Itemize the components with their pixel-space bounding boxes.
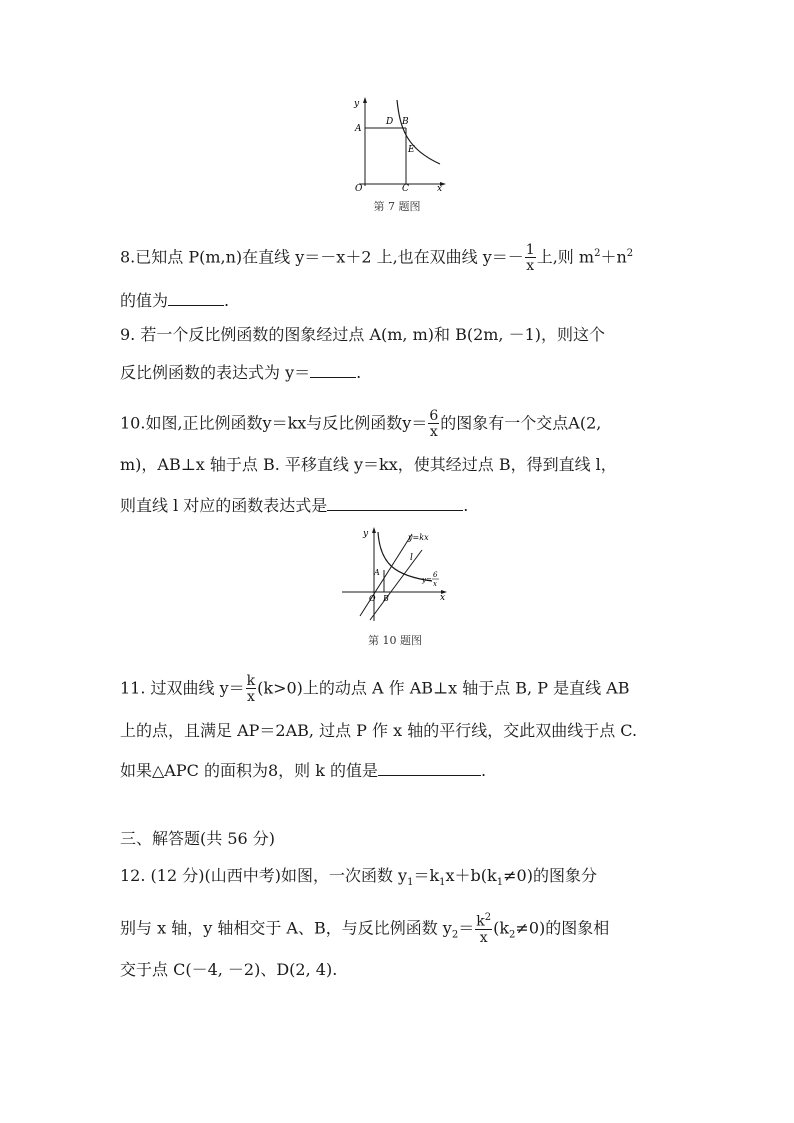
label-A: A	[355, 124, 362, 134]
figure-7-graph	[345, 94, 455, 194]
label-den-x: x	[433, 580, 437, 588]
fraction-k-over-x: $\frac{k}{x}$	[246, 673, 256, 705]
fraction-6-over-x: $\frac{6}{x}$	[429, 408, 439, 440]
question-8-line-1: 8.已知点 P(m,n)在直线 y＝－x＋2 上,也在双曲线 y＝－ $\frac{1}{x}$ 上,则 $m^2+n^2$	[120, 242, 634, 274]
answer-blank-q9[interactable]	[310, 361, 356, 378]
question-10-line-1: 10.如图,正比例函数y＝kx与反比例函数y＝ $\frac{6}{x}$ 的图象有一个交点A(2,	[120, 408, 602, 440]
label-B: B	[402, 117, 409, 127]
fraction-k2-over-x: $\frac{k^2}{x}$	[476, 912, 492, 946]
question-12-line-2: 别与 x 轴，y 轴相交于 A、B，与反比例函数 $y_2=$ $\frac{k^2}{x}$ $(k_2\ne 0)$的图象相	[120, 912, 610, 946]
section-3-title: 三、解答题(共 56 分)	[120, 829, 276, 848]
figure-10-graph	[340, 524, 455, 624]
fraction-1-over-x: $\frac{1}{x}$	[525, 242, 535, 274]
question-12-line-3: 交于点 C(－4, －2)、D(2, 4).	[120, 960, 338, 979]
label-x: x	[440, 593, 446, 603]
figure-7-caption: 第 7 题图	[373, 200, 421, 213]
label-A: A	[374, 568, 380, 577]
label-y: y	[363, 529, 369, 539]
line-y-kx	[360, 534, 412, 616]
figure-10-caption: 第 10 题图	[368, 634, 422, 647]
label-B: B	[383, 594, 389, 603]
question-10-line-3: 则直线 l 对应的函数表达式是 .	[120, 496, 469, 515]
hyperbola-curve	[397, 100, 440, 164]
label-O: O	[369, 594, 376, 603]
label-y-kx: y=kx	[408, 533, 429, 542]
label-D: D	[386, 117, 394, 127]
question-12-line-1: 12. (12 分)(山西中考)如图，一次函数 $y_1=k_1x+b(k_1\ne 0)$的图象分	[120, 866, 597, 889]
answer-blank-q8[interactable]	[168, 289, 224, 306]
question-10-line-2: m)，AB⊥x 轴于点 B. 平移直线 y＝kx，使其经过点 B，得到直线 l，	[120, 455, 617, 474]
label-C: C	[402, 184, 409, 194]
label-E: E	[408, 145, 415, 155]
label-y: y	[354, 99, 360, 109]
question-9-line-2: 反比例函数的表达式为 y＝ .	[120, 363, 362, 382]
question-11-line-3: 如果△APC 的面积为8，则 k 的值是 .	[120, 761, 487, 780]
question-9-line-1: 9. 若一个反比例函数的图象经过点 A(m, m)和 B(2m, －1)，则这个	[120, 325, 606, 344]
question-11-line-1: 11. 过双曲线 y＝ $\frac{k}{x}$ (k>0)上的动点 A 作 AB⊥x 轴于点 B, P 是直线 AB	[120, 673, 630, 705]
label-x: x	[437, 184, 443, 194]
question-8-line-2: 的值为 .	[120, 291, 230, 310]
answer-blank-q10[interactable]	[327, 494, 463, 511]
label-num-6: 6	[433, 571, 438, 579]
label-y-eq: y=	[422, 576, 432, 584]
line-l	[370, 550, 422, 620]
label-l: l	[410, 553, 413, 563]
question-11-line-2: 上的点，且满足 AP＝2AB, 过点 P 作 x 轴的平行线，交此双曲线于点 C.	[120, 721, 638, 740]
label-O: O	[355, 184, 363, 194]
answer-blank-q11[interactable]	[378, 759, 481, 776]
